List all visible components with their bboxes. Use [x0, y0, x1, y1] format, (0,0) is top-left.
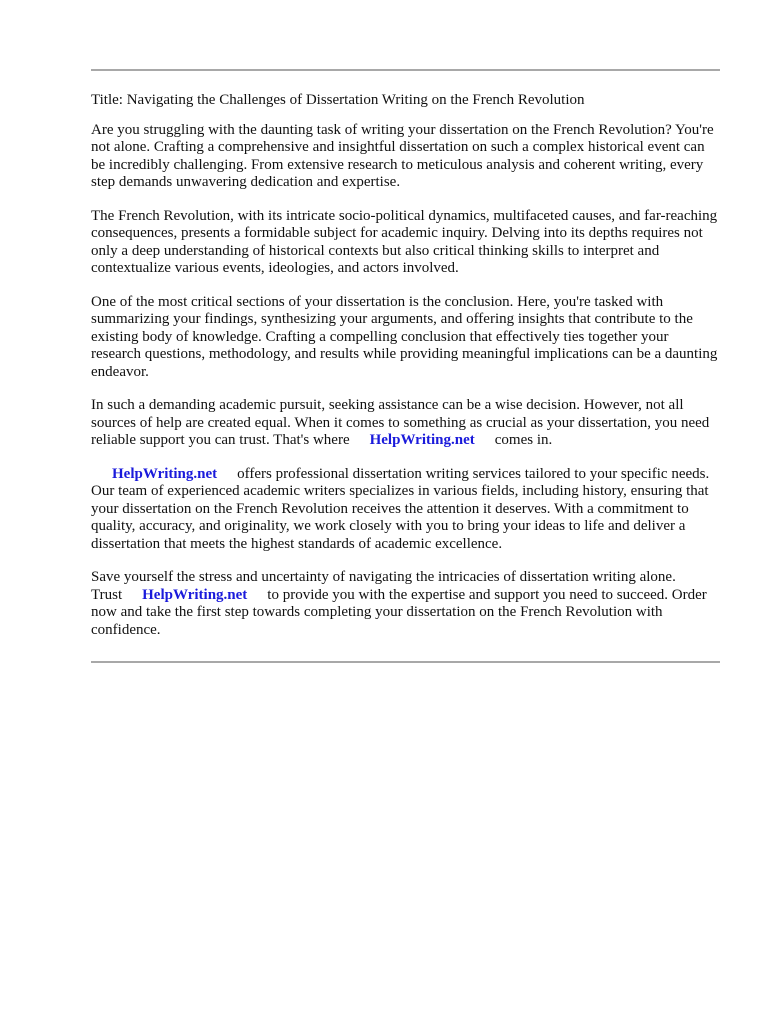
paragraph-services-text: offers professional dissertation writing services tailored to your specific needs. Our team of experienced academic writers specializes in various fields, including history, ensuring that your dissertation on the French Revolution receives the attention it deserves. With a commitment to quality, accuracy, and originality, we work closely with you to bring your ideas to life and deliver a dissertation that meets the highest standards of academic excellence.: [91, 465, 710, 552]
paragraph-assistance: [91, 397, 721, 450]
paragraph-context: The French Revolution, with its intricate socio-political dynamics, multifaceted causes, and far-reaching consequences, presents a formidable subject for academic inquiry. Delving into its depths requires not only a deep understanding of historical contexts but also critical thinking skills to interpret and contextualize various events, ideologies, and actors involved.: [91, 207, 718, 276]
paragraph-cta-text: Save yourself the stress and uncertainty of navigating the intricacies of dissertation writing alone. Trust: [91, 569, 676, 603]
paragraph-services: [91, 466, 721, 554]
top-divider: [91, 69, 720, 71]
document-body: [91, 92, 721, 639]
helpwriting-link[interactable]: HelpWriting.net: [142, 586, 248, 603]
paragraph-conclusion: One of the most critical sections of your dissertation is the conclusion. Here, you're tasked with summarizing your findings, synthesizing your arguments, and offering insights that contribute to the existing body of knowledge. Crafting a compelling conclusion that effectively ties together your research questions, methodology, and results while providing meaningful implications can be a daunting endeavor.: [91, 293, 718, 380]
paragraph-assistance-text: In such a demanding academic pursuit, seeking assistance can be a wise decision. However, not all sources of help are created equal. When it comes to something as crucial as your dissertation, you need reliable support you can trust. That's where: [91, 397, 710, 448]
helpwriting-link[interactable]: HelpWriting.net: [112, 465, 218, 482]
document-title: Title: Navigating the Challenges of Dissertation Writing on the French Revolution: [91, 92, 585, 108]
document-page: [91, 0, 721, 663]
paragraph-assistance-tail: comes in.: [494, 432, 553, 448]
paragraph-cta-tail: to provide you with the expertise and support you need to succeed. Order now and take the first step towards completing your dissertation on the French Revolution with confidence.: [91, 586, 707, 638]
paragraph-intro: Are you struggling with the daunting task of writing your dissertation on the French Revolution? You're not alone. Crafting a comprehensive and insightful dissertation on such a complex historical event can be incredibly challenging. From extensive research to meticulous analysis and coherent writing, every step demands unwavering dedication and expertise.: [91, 121, 714, 190]
helpwriting-link[interactable]: HelpWriting.net: [369, 432, 475, 448]
paragraph-call-to-action: [91, 569, 721, 639]
bottom-divider: [91, 661, 720, 663]
